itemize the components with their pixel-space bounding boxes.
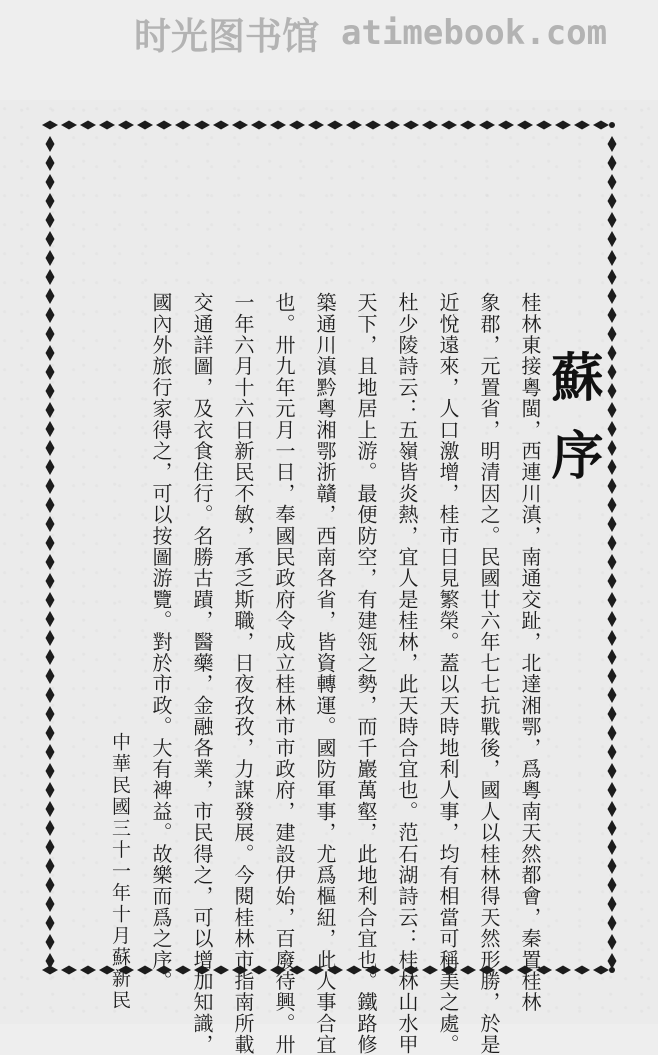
border-ornament [574, 966, 590, 975]
border-ornament [441, 121, 457, 130]
border-ornament [46, 421, 55, 437]
border-ornament [608, 953, 617, 969]
border-ornament [608, 269, 617, 285]
border-ornament [608, 402, 617, 418]
text-column-8: 一年六月十六日新民不敏，承乏斯職，日夜孜孜，力謀發展。今閱桂林市指南所載 [231, 292, 255, 1055]
border-ornament [608, 592, 617, 608]
border-ornament [46, 668, 55, 684]
border-ornament [46, 801, 55, 817]
border-ornament [608, 782, 617, 798]
page-title: 蘇序 [542, 350, 603, 506]
text-column-4: 杜少陵詩云：五嶺皆炎熱，宜人是桂林，此天時合宜也。范石湖詩云：桂林山水甲 [395, 292, 419, 1055]
border-ornament [46, 877, 55, 893]
border-ornament [555, 121, 571, 130]
border-ornament [270, 121, 286, 130]
border-ornament [608, 896, 617, 912]
border-ornament [498, 121, 514, 130]
border-ornament [517, 121, 533, 130]
border-ornament [47, 122, 53, 128]
border-ornament [593, 121, 609, 130]
border-ornament [608, 725, 617, 741]
border-ornament [46, 649, 55, 665]
border-ornament [46, 820, 55, 836]
border-ornament [327, 121, 343, 130]
border-ornament [46, 630, 55, 646]
border-ornament [46, 193, 55, 209]
border-ornament [46, 383, 55, 399]
border-ornament [46, 402, 55, 418]
border-ornament [608, 250, 617, 266]
border-ornament [137, 121, 153, 130]
border-ornament [46, 231, 55, 247]
book-page [0, 100, 658, 1055]
text-column-2: 象郡，元置省，明清因之。民國廿六年七七抗戰後，國人以桂林得天然形勝，於是 [477, 292, 501, 1055]
border-ornament [608, 858, 617, 874]
border-ornament [156, 121, 172, 130]
border-ornament [46, 554, 55, 570]
border-ornament [46, 345, 55, 361]
border-ornament [608, 744, 617, 760]
border-ornament [593, 966, 609, 975]
text-column-3: 近悅遠來，人口激增，桂市日見繁榮。蓋以天時地利人事，均有相當可稱美之處。 [436, 292, 460, 1055]
border-ornament [46, 744, 55, 760]
border-ornament [608, 687, 617, 703]
border-ornament [46, 782, 55, 798]
border-ornament [46, 269, 55, 285]
border-ornament [609, 967, 615, 973]
border-ornament [289, 121, 305, 130]
watermark [134, 6, 658, 60]
border-ornament [608, 573, 617, 589]
border-ornament [608, 478, 617, 494]
preface-text [70, 292, 548, 1055]
border-ornament [46, 288, 55, 304]
border-ornament [608, 193, 617, 209]
text-column-5: 天下，且地居上游。最便防空，有建瓴之勢，而千巖萬壑，此地利合宜也。鐵路修 [354, 292, 378, 1055]
border-ornament [46, 459, 55, 475]
border-ornament [608, 212, 617, 228]
border-ornament [608, 649, 617, 665]
border-ornament [47, 967, 53, 973]
border-ornament [46, 611, 55, 627]
border-ornament [46, 250, 55, 266]
border-ornament [46, 896, 55, 912]
border-ornament [608, 364, 617, 380]
border-ornament [46, 497, 55, 513]
border-ornament [574, 121, 590, 130]
border-ornament [46, 592, 55, 608]
border-ornament [608, 611, 617, 627]
border-ornament [46, 307, 55, 323]
border-ornament [608, 706, 617, 722]
border-ornament [608, 288, 617, 304]
border-ornament [61, 121, 77, 130]
border-ornament [608, 174, 617, 190]
text-column-1: 桂林東接粵閩，西連川滇，南通交趾，北達湘鄂，爲粵南天然都會，秦置桂林 [518, 292, 542, 1013]
border-ornament [118, 121, 134, 130]
border-ornament [46, 953, 55, 969]
border-ornament [608, 421, 617, 437]
watermark-url: atimebook.com [341, 13, 608, 53]
border-ornament [608, 516, 617, 532]
border-ornament [308, 121, 324, 130]
border-ornament [46, 478, 55, 494]
border-ornament [213, 121, 229, 130]
border-ornament [608, 668, 617, 684]
border-ornament [608, 877, 617, 893]
border-ornament [608, 763, 617, 779]
border-ornament [608, 820, 617, 836]
border-ornament [384, 121, 400, 130]
border-ornament [46, 573, 55, 589]
border-ornament [46, 706, 55, 722]
border-ornament [251, 121, 267, 130]
border-ornament [608, 497, 617, 513]
watermark-site-name: 时光图书馆 [134, 15, 319, 58]
border-ornament [608, 915, 617, 931]
border-ornament [232, 121, 248, 130]
border-ornament [46, 212, 55, 228]
border-ornament [608, 231, 617, 247]
border-ornament [608, 307, 617, 323]
border-ornament [555, 966, 571, 975]
border-ornament [46, 364, 55, 380]
border-ornament [46, 858, 55, 874]
border-ornament [46, 326, 55, 342]
border-ornament [46, 915, 55, 931]
border-ornament [608, 136, 617, 152]
border-ornament [46, 934, 55, 950]
border-ornament [46, 763, 55, 779]
border-ornament [46, 136, 55, 152]
border-ornament [46, 839, 55, 855]
border-ornament [422, 121, 438, 130]
signature-date: 中華民國三十一年十月蘇新民 [109, 732, 131, 1012]
border-ornament [46, 155, 55, 171]
border-ornament [608, 934, 617, 950]
border-ornament [403, 121, 419, 130]
border-ornament [46, 535, 55, 551]
border-ornament [608, 535, 617, 551]
text-column-7: 也。卅九年元月一日，奉國民政府令成立桂林市市政府，建設伊始，百廢待興。卅 [272, 292, 296, 1055]
border-ornament [99, 121, 115, 130]
border-ornament [608, 630, 617, 646]
border-ornament [365, 121, 381, 130]
border-ornament [608, 155, 617, 171]
border-ornament [46, 725, 55, 741]
border-ornament [608, 459, 617, 475]
border-ornament [346, 121, 362, 130]
text-column-6: 築通川滇黔粵湘鄂浙贛，西南各省，皆資轉運。國防軍事，尤爲樞紐，此人事合宜 [313, 292, 337, 1055]
border-ornament [608, 801, 617, 817]
border-ornament [46, 440, 55, 456]
border-ornament [608, 554, 617, 570]
text-column-10: 國內外旅行家得之，可以按圖游覽。對於市政。大有裨益。故樂而爲之序。 [149, 292, 173, 992]
border-ornament [608, 383, 617, 399]
border-ornament [46, 687, 55, 703]
border-ornament [460, 121, 476, 130]
border-ornament [608, 326, 617, 342]
border-ornament [608, 440, 617, 456]
border-ornament [175, 121, 191, 130]
border-ornament [46, 516, 55, 532]
text-column-9: 交通詳圖，及衣食住行。名勝古蹟，醫藥，金融各業，市民得之，可以增加知識， [190, 292, 214, 1055]
border-ornament [194, 121, 210, 130]
border-ornament [479, 121, 495, 130]
border-ornament [608, 345, 617, 361]
border-ornament [80, 121, 96, 130]
border-ornament [46, 174, 55, 190]
border-ornament [536, 121, 552, 130]
border-ornament [609, 122, 615, 128]
border-ornament [608, 839, 617, 855]
